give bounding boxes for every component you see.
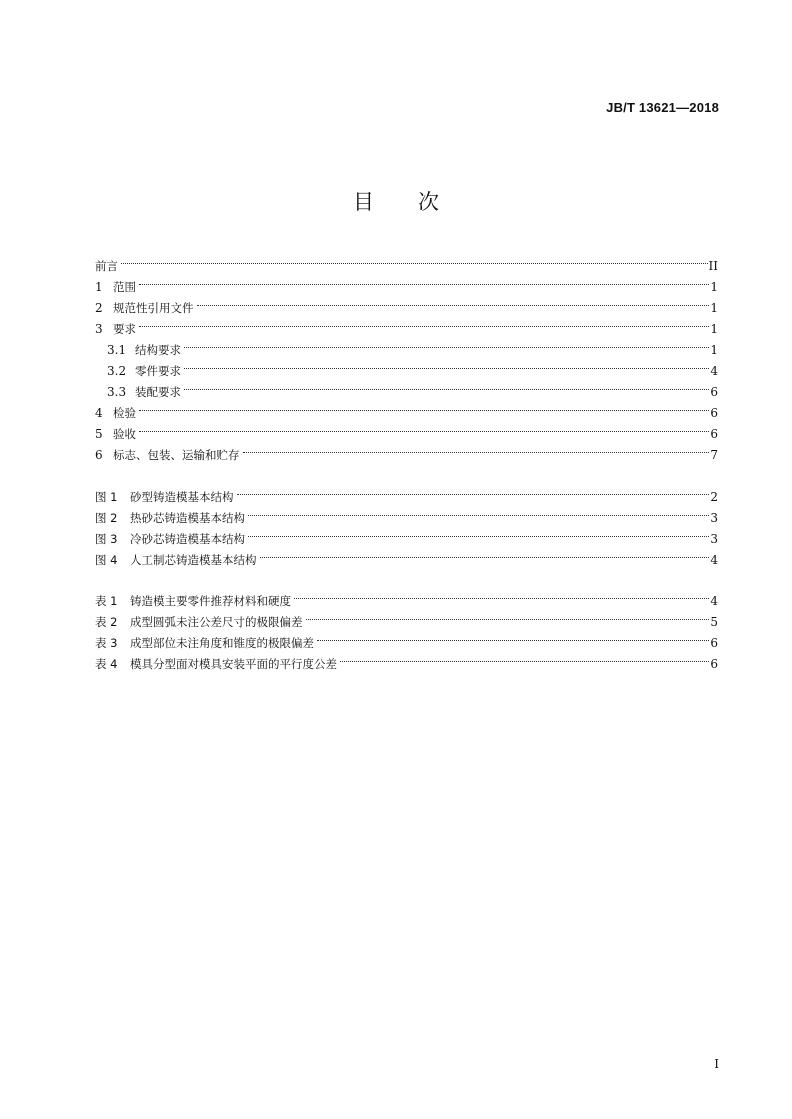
toc-entry-number: 表 3	[95, 636, 118, 650]
toc-entry-number: 3.3	[107, 385, 127, 399]
toc-entry-page: 1	[710, 280, 718, 294]
toc-entry-label: 人工制芯铸造模基本结构	[130, 553, 257, 567]
toc-entry-label: 要求	[113, 322, 136, 336]
dot-leader	[340, 647, 709, 668]
toc-entry-page: 4	[710, 594, 718, 608]
toc-sections-list	[95, 249, 718, 462]
toc-entry[interactable]	[95, 333, 718, 357]
dot-leader	[243, 438, 710, 459]
dot-leader	[317, 626, 709, 647]
toc-entry-page: II	[708, 259, 718, 273]
toc-entry-label: 砂型铸造模基本结构	[130, 490, 234, 504]
toc-entry-number: 图 4	[95, 553, 118, 567]
toc-entry-label: 标志、包装、运输和贮存	[113, 448, 240, 462]
toc-entry-label: 冷砂芯铸造模基本结构	[130, 532, 245, 546]
toc-entry-number: 3.1	[107, 343, 127, 357]
toc-entry-page: 5	[710, 615, 718, 629]
toc-entry-page: 6	[710, 385, 718, 399]
toc-entry-number: 表 1	[95, 594, 118, 608]
toc-entry-label: 验收	[113, 427, 136, 441]
dot-leader	[121, 249, 708, 270]
toc-entry-page: 6	[710, 427, 718, 441]
dot-leader	[139, 312, 709, 333]
toc-entry-number: 图 3	[95, 532, 118, 546]
toc-entry[interactable]	[95, 249, 718, 273]
toc-entry-page: 1	[710, 322, 718, 336]
dot-leader	[139, 270, 709, 291]
toc-entry[interactable]	[95, 584, 718, 608]
toc-entry[interactable]	[95, 480, 718, 504]
toc-entry-number: 表 4	[95, 657, 118, 671]
toc-entry-number: 图 2	[95, 511, 118, 525]
toc-entry-page: 2	[710, 490, 718, 504]
toc-entry-number: 3	[95, 322, 103, 336]
toc-entry-page: 7	[710, 448, 718, 462]
toc-entry-page: 6	[710, 636, 718, 650]
toc-entry-number: 1	[95, 280, 103, 294]
dot-leader	[184, 375, 709, 396]
toc-entry-page: 6	[710, 657, 718, 671]
toc-entry-number: 3.2	[107, 364, 127, 378]
toc-entry-label: 范围	[113, 280, 136, 294]
toc-entry-label: 成型圆弧未注公差尺寸的极限偏差	[130, 615, 303, 629]
toc-entry-label: 成型部位未注角度和锥度的极限偏差	[130, 636, 314, 650]
toc-entry-label: 零件要求	[135, 364, 181, 378]
toc-entry[interactable]	[95, 270, 718, 294]
toc-entry-label: 装配要求	[135, 385, 181, 399]
toc-entry-page: 4	[710, 553, 718, 567]
dot-leader	[306, 605, 710, 626]
toc-entry-page: 6	[710, 406, 718, 420]
toc-entry-label: 检验	[113, 406, 136, 420]
toc-entry-number: 6	[95, 448, 103, 462]
toc-entry-number: 2	[95, 301, 103, 315]
toc-entry-label: 结构要求	[135, 343, 181, 357]
dot-leader	[260, 543, 710, 564]
page-number: I	[714, 1057, 719, 1071]
dot-leader	[197, 291, 710, 312]
toc-entry[interactable]	[95, 438, 718, 462]
toc-entry-number: 表 2	[95, 615, 118, 629]
toc-entry-number: 4	[95, 406, 103, 420]
toc-entry-label: 规范性引用文件	[113, 301, 194, 315]
toc-entry[interactable]	[95, 417, 718, 441]
toc-entry-label: 模具分型面对模具安装平面的平行度公差	[130, 657, 337, 671]
toc-entry-page: 3	[710, 511, 718, 525]
toc-entry[interactable]	[95, 375, 718, 399]
toc-entry[interactable]	[95, 396, 718, 420]
dot-leader	[248, 501, 709, 522]
toc-entry-number: 图 1	[95, 490, 118, 504]
dot-leader	[139, 396, 709, 417]
toc-entry-page: 4	[710, 364, 718, 378]
toc-entry[interactable]	[95, 312, 718, 336]
toc-entry-page: 3	[710, 532, 718, 546]
toc-entry-label: 热砂芯铸造模基本结构	[130, 511, 245, 525]
dot-leader	[184, 354, 709, 375]
toc-figures-list	[95, 480, 718, 567]
toc-entry[interactable]	[95, 354, 718, 378]
toc-entry[interactable]	[95, 291, 718, 315]
standard-code: JB/T 13621—2018	[606, 100, 719, 115]
toc-entry-label: 铸造模主要零件推荐材料和硬度	[130, 594, 291, 608]
dot-leader	[139, 417, 709, 438]
dot-leader	[248, 522, 709, 543]
page-title: 目次	[353, 190, 483, 214]
toc-entry-page: 1	[710, 343, 718, 357]
toc-tables-list	[95, 584, 718, 671]
toc-entry-page: 1	[710, 301, 718, 315]
toc-entry-label: 前言	[95, 259, 118, 273]
dot-leader	[184, 333, 709, 354]
toc-entry-number: 5	[95, 427, 103, 441]
dot-leader	[294, 584, 709, 605]
dot-leader	[237, 480, 710, 501]
